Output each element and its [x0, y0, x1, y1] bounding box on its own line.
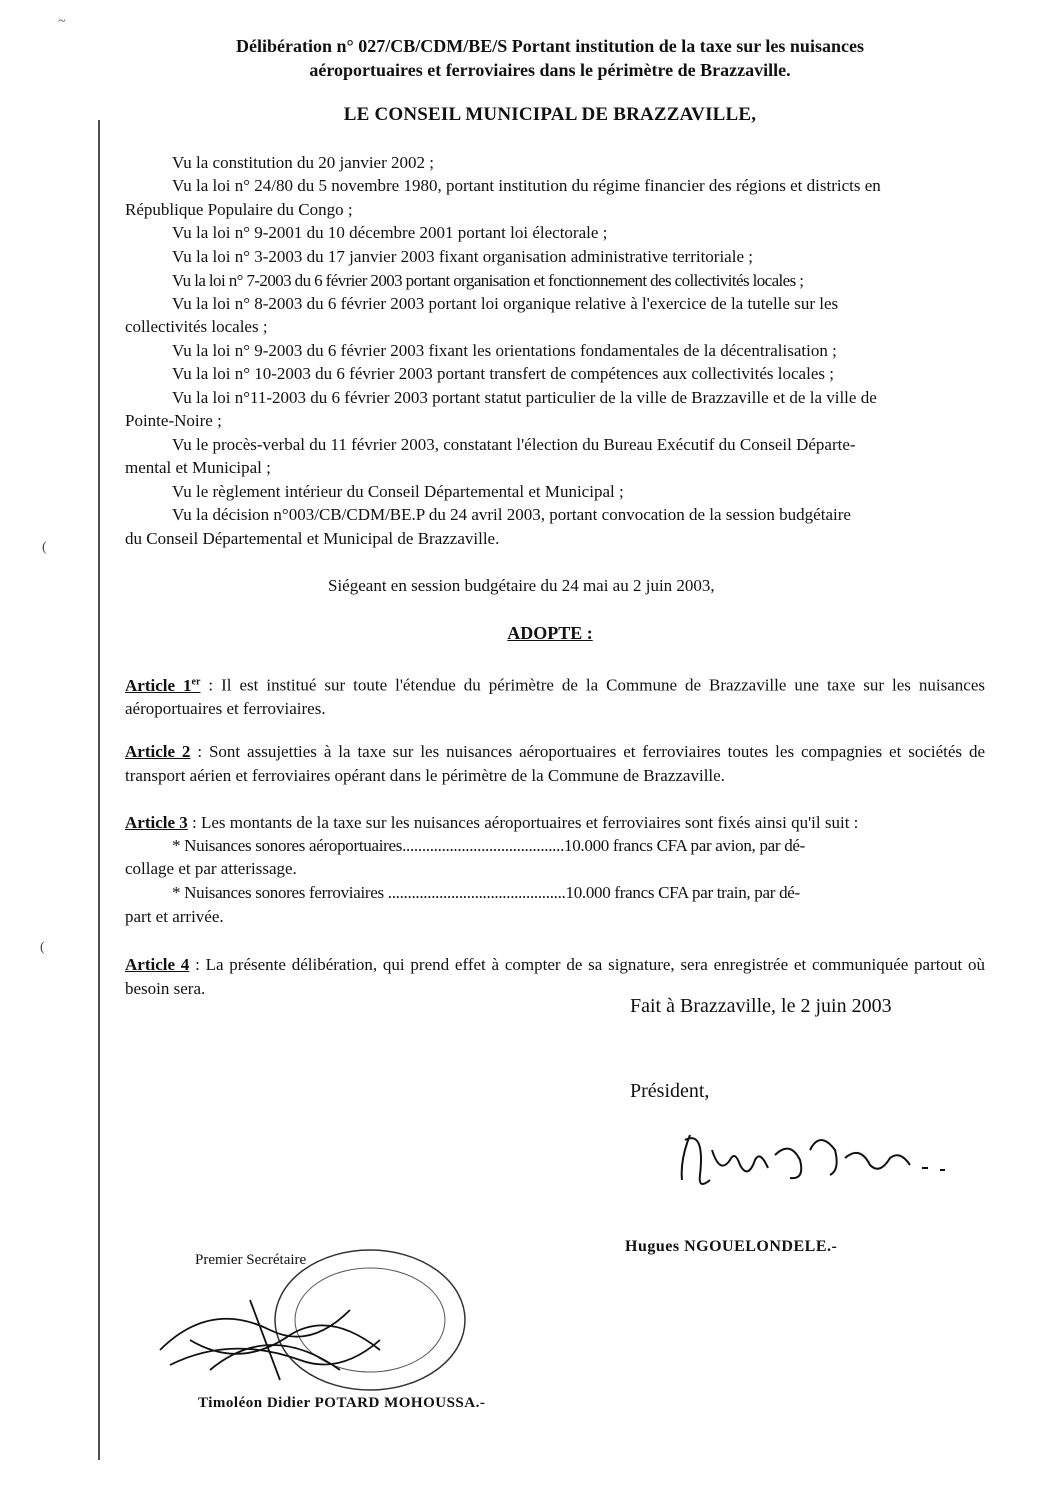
scan-mark: (: [42, 540, 47, 555]
official-stamp-and-signature: [150, 1240, 470, 1400]
article-2-label: Article 2: [125, 742, 191, 761]
vu-line: Vu la loi n° 8-2003 du 6 février 2003 portant loi organique relative à l'exercice de la tutelle sur les: [172, 294, 839, 313]
vu-line: Vu la loi n° 3-2003 du 17 janvier 2003 fixant organisation administrative territoriale ;: [172, 247, 753, 266]
vu-line: Vu la loi n° 7-2003 du 6 février 2003 portant organisation et fonctionnement des collectivités locales ;: [172, 271, 804, 290]
scan-mark: (: [40, 940, 45, 955]
article-1: [125, 670, 985, 721]
article-3-text: : Les montants de la taxe sur les nuisances aéroportuaires et ferroviaires sont fixés ainsi qu'il suit :: [187, 813, 859, 832]
scan-mark: ~: [58, 14, 66, 29]
article-3-item: * Nuisances sonores aéroportuaires.........................................10.000 francs CFA par avion, par dé-: [172, 836, 806, 855]
secretary-title: Premier Secrétaire: [195, 1252, 307, 1268]
article-4-label: Article 4: [125, 955, 190, 974]
president-name: Hugues NGOUELONDELE.-: [625, 1238, 838, 1255]
article-1-text: : Il est institué sur toute l'étendue du périmètre de la Commune de Brazzaville une taxe sur les nuisances aéroportuaires et ferroviaires.: [125, 675, 985, 719]
document-title-line-1: Délibération n° 027/CB/CDM/BE/S Portant institution de la taxe sur les nuisances: [236, 36, 864, 56]
vu-line: République Populaire du Congo ;: [125, 200, 353, 219]
vu-line: Vu la loi n° 10-2003 du 6 février 2003 portant transfert de compétences aux collectivités locales ;: [172, 364, 834, 383]
vu-line: du Conseil Départemental et Municipal de Brazzaville.: [125, 529, 500, 548]
article-3-label: Article 3: [125, 813, 188, 832]
place-date: Fait à Brazzaville, le 2 juin 2003: [630, 995, 892, 1017]
secretary-name: Timoléon Didier POTARD MOHOUSSA.-: [198, 1395, 486, 1411]
vu-line: Vu la loi n° 24/80 du 5 novembre 1980, portant institution du régime financier des régions et districts en: [172, 176, 881, 195]
vu-line: Pointe-Noire ;: [125, 411, 222, 430]
president-signature: [660, 1120, 980, 1200]
article-3-item: * Nuisances sonores ferroviaires .............................................10.000 francs CFA par train, par dé-: [172, 883, 800, 902]
article-4: [125, 953, 985, 1000]
article-4-text: : La présente délibération, qui prend effet à compter de sa signature, sera enregistrée et communiquée partout où besoin sera.: [125, 955, 985, 998]
scan-edge-line: [98, 120, 100, 1460]
vu-line: Vu la loi n° 9-2001 du 10 décembre 2001 portant loi électorale ;: [172, 223, 608, 242]
vu-line: Vu la constitution du 20 janvier 2002 ;: [172, 153, 434, 172]
vu-line: Vu le règlement intérieur du Conseil Départemental et Municipal ;: [172, 482, 624, 501]
vu-line: Vu la loi n° 9-2003 du 6 février 2003 fixant les orientations fondamentales de la décentralisation ;: [172, 341, 837, 360]
vu-line: Vu la décision n°003/CB/CDM/BE.P du 24 avril 2003, portant convocation de la session budgétaire: [172, 505, 851, 524]
session-line: Siégeant en session budgétaire du 24 mai au 2 juin 2003,: [328, 576, 715, 595]
article-1-label: Article 1er: [125, 675, 201, 695]
vu-line: Vu la loi n°11-2003 du 6 février 2003 portant statut particulier de la ville de Brazzaville et de la ville de: [172, 388, 877, 407]
vu-line: Vu le procès-verbal du 11 février 2003, constatant l'élection du Bureau Exécutif du Conseil Départe-: [172, 435, 856, 454]
council-heading: LE CONSEIL MUNICIPAL DE BRAZZAVILLE,: [343, 104, 757, 125]
document-title-line-2: aéroportuaires et ferroviaires dans le périmètre de Brazzaville.: [309, 60, 791, 80]
adopte-heading: ADOPTE :: [507, 623, 593, 643]
article-2-text: : Sont assujetties à la taxe sur les nuisances aéroportuaires et ferroviaires toutes les compagnies et sociétés de transport aérien et ferroviaires opérant dans le périmètre de la Commune de Brazzaville.: [125, 742, 985, 785]
president-title: Président,: [630, 1080, 710, 1102]
article-3: [125, 811, 985, 835]
article-3-item: collage et par atterissage.: [125, 859, 297, 878]
article-2: [125, 740, 985, 787]
vu-line: mental et Municipal ;: [125, 458, 271, 477]
article-3-item: part et arrivée.: [125, 907, 224, 926]
vu-line: collectivités locales ;: [125, 317, 268, 336]
